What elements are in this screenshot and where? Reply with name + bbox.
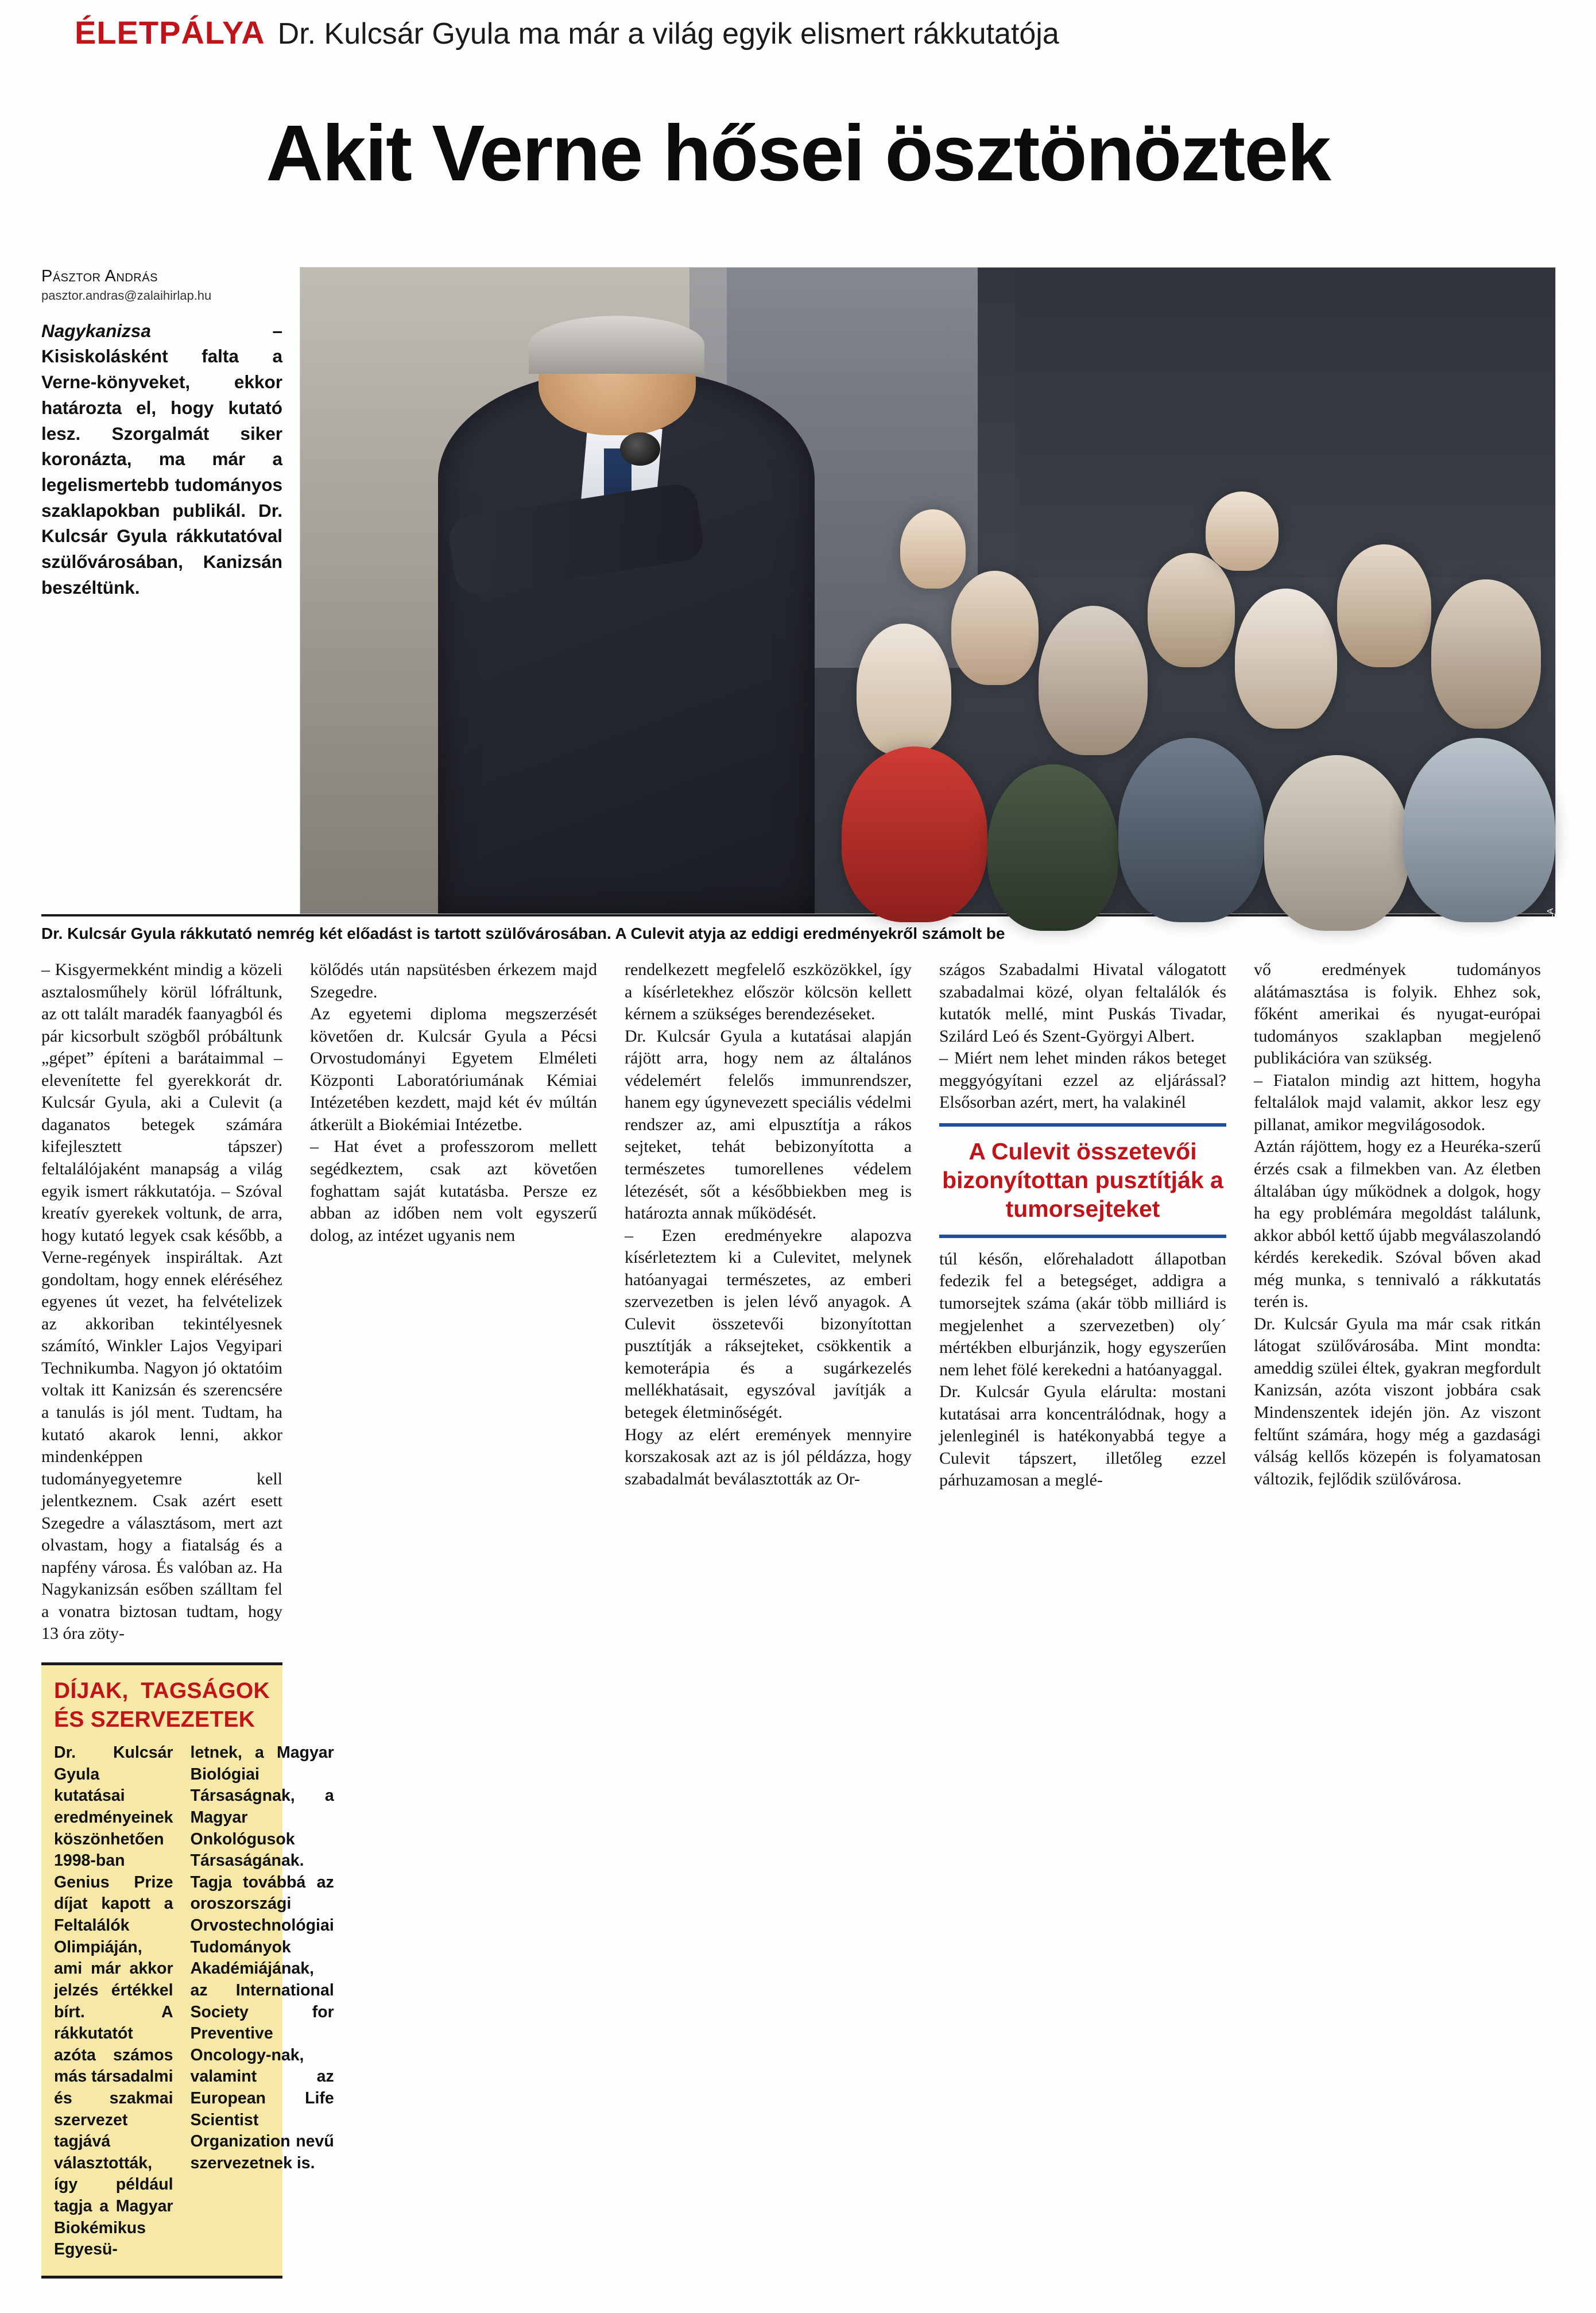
kicker-row: [0, 0, 1596, 51]
article-body: [0, 944, 1596, 2313]
pull-quote-text: A Culevit összetevői bizonyítottan pusztítják a tumorsejteket: [942, 1138, 1223, 1222]
kicker-subtitle: Dr. Kulcsár Gyula ma már a világ egyik elismert rákkutatója: [277, 17, 1059, 51]
page-title: Akit Verne hősei ösztönöztek: [266, 109, 1330, 198]
photo-microphone: [620, 432, 660, 466]
photo-credit-label: Fotó:: [1543, 993, 1556, 1025]
paragraph: szágos Szabadalmi Hivatal válogatott szabadalmai közé, olyan feltalálók és kutatók mellé, mint Puskás Tivadar, Szilárd Leó és Szent-Györgyi Albert.: [939, 960, 1226, 1046]
photo-credit-name: Szakony Attila: [1543, 907, 1556, 991]
paragraph: – Hat évet a professzorom mellett segédkeztem, csak azt követően foghattam saját kutatásba. Persze ez abban az időben nem volt egyszerű dolog, az intézet ugyanis nem: [310, 1137, 597, 1245]
paragraph: kölődés után napsütésben érkezem majd Szegedre.: [310, 960, 597, 1001]
lead-body: – Kisiskolásként falta a Verne-könyveket, ekkor határozta el, hogy kutató lesz. Szorgalmát siker koronázta, ma már a legelismertebb tudományos szaklapokban publikál. Dr. Kulcsár Gyula rákkutatóval szülővárosában, Kanizsán beszéltünk.: [41, 320, 282, 598]
paragraph: – Fiatalon mindig azt hittem, hogyha feltalálok majd valamit, akkor lesz egy pillanat, amikor megvilágosodok.: [1254, 1070, 1541, 1134]
paragraph: rendelkezett megfelelő eszközökkel, így a kísérletekhez először kölcsön kellett kérnem a szükséges berendezéseket.: [625, 960, 912, 1024]
section-kicker: ÉLETPÁLYA: [75, 14, 265, 51]
photo-caption: Dr. Kulcsár Gyula rákkutató nemrég két előadást is tartott szülővárosában. A Culevit atyja az eddigi eredményekről számolt be: [41, 924, 1005, 942]
photo-speaker-hair: [529, 316, 704, 374]
byline-author: [41, 267, 282, 286]
awards-col-2: letnek, a Magyar Biológiai Társaságnak, a Magyar Onkológusok Társaságának. Tagja továbbá az oroszországi Orvostechnológiai Tudományok Akadémiájának, az International Society for Preventive Oncology-nak, valamint az European Life Scientist Organization nevű szervezetnek is.: [190, 1743, 334, 2172]
paragraph: – Ezen eredményekre alapozva kísérleteztem ki a Culevitet, melynek hatóanyagai természetes, az emberi szervezetben is jelen lévő anyagok. A Culevit összetevői bizonyítottan pusztítják a ráksejteket, csökkentik a kemoterápia és a sugárkezelés mellékhatásait, egyszóval javítják a betegek életminőségét.: [625, 1225, 912, 1422]
paragraph: Dr. Kulcsár Gyula ma már csak ritkán látogat szülővárosába. Mint mondta: ameddig szülei éltek, gyakran megfordult Kanizsán, azóta viszont jobbára csak Mindenszentek idején jön. Az viszont feltűnt számára, hogy még a gazdasági válság kellős közepén is folyamatosan változik, fejlődik szülővárosa.: [1254, 1314, 1541, 1488]
column-1: [41, 959, 334, 2279]
awards-box: [41, 1662, 334, 2279]
paragraph: túl későn, előrehaladott állapotban fedezik fel a betegséget, addigra a tumorsejtek száma (akár több milliárd is megjelenhet a szervezetben) oly´ mértékben elburjánzik, hogy egyszerűen nem lehet fölé kerekedni a hatóanyaggal.: [939, 1249, 1226, 1379]
awards-title: DÍJAK, TAGSÁGOK ÉS SZERVEZETEK: [54, 1678, 270, 1732]
column-3: [625, 959, 912, 1490]
column-4: [939, 959, 1226, 1492]
paragraph: Aztán rájöttem, hogy ez a Heuréka-szerű érzés csak a filmekben van. Az életben általában úgy működnek a dolgok, hogy ha egy problémára megoldást találunk, akkor abból kettő újabb megválaszolandó kérdés kerekedik. Szóval bőven akad még munka, s tennivaló a rákkutatás terén is.: [1254, 1137, 1541, 1312]
paragraph: vő eredmények tudományos alátámasztása is folyik. Ehhez sok, főként amerikai és nyugat-európai tudományos szaklapban megjelenő publikációra van szükség.: [1254, 960, 1541, 1068]
lead-column: [41, 267, 282, 601]
pull-quote: [939, 1123, 1226, 1238]
awards-col-1: Dr. Kulcsár Gyula kutatásai eredményeinek köszönhetően 1998-ban Genius Prize díjat kapott a Feltalálók Olimpiáján, ami már akkor jelzés értékkel bírt. A rákkutatót azóta számos más társadalmi és szakmai szervezet tagjává választották, így például tagja a Magyar Biokémikus Egyesü-: [54, 1743, 173, 2259]
paragraph: Dr. Kulcsár Gyula a kutatásai alapján rájött arra, hogy nem az általános védelemért felelős immunrendszer, hanem egy úgynevezett speciális védelmi rendszer az, ami elpusztítja a rákos sejteket, tehát bebizonyította a természetes tumorellenes védelem létezését, sőt a későbbiekben meg is határozta annak működését.: [625, 1026, 912, 1223]
paragraph: Dr. Kulcsár Gyula elárulta: mostani kutatásai arra koncentrálódnak, hogy a jelenleginél is hatékonyabbá tegye a Culevit tápszert, illetőleg ezzel párhuzamosan a meglé-: [939, 1382, 1226, 1490]
column-5: [1254, 959, 1541, 1490]
paragraph: – Kisgyermekként mindig a közeli asztalosműhely körül lófráltunk, az ott talált maradék faanyagból és pár kicsorbult szögből próbáltunk „gépet” építeni a barátaimmal – elevenítette fel gyerekkorát dr. Kulcsár Gyula, aki a Culevit (a daganatos betegek számára kifejlesztett tápszer) feltalálójaként manapság a világ egyik ismert rákkutatója. – Szóval kreatív gyerekek voltunk, de arra, hogy kutató legyek csak később, a Verne-regények inspiráltak. Azt gondoltam, hogy ennek eléréséhez egyenes út vezet, ha felvételizek az akkoriban tekintélyesnek számító, Winkler Lajos Vegyipari Technikumba. Nagyon jó oktatóim voltak itt Kanizsán és szerencsére a tanulás is jól ment. Tudtam, ha kutató akarok lenni, akkor mindenképpen tudományegyetemre kell jelentkeznem. Csak azért esett Szegedre a választásom, mert azt olvastam, hogy a fiatalság és a napfény városa. És valóban az. Ha Nagykanizsán esőben szálltam fel a vonatra biztosan tudtam, hogy 13 óra zöty-: [41, 960, 282, 1643]
paragraph: – Miért nem lehet minden rákos beteget meggyógyítani ezzel az eljárással? Elsősorban azért, mert, ha valakinél: [939, 1049, 1226, 1112]
photo-audience: [827, 474, 1555, 914]
photo-credit: [1543, 908, 1556, 1025]
column-2: [310, 959, 597, 1247]
lead-paragraph: [41, 318, 282, 601]
byline-email: pasztor.andras@zalaihirlap.hu: [41, 288, 212, 303]
paragraph: Az egyetemi diploma megszerzését követően dr. Kulcsár Gyula a Pécsi Orvostudományi Egyetem Elméleti Központi Laboratóriumának Kémiai Intézetében kezdett, majd két év múltán átkerült a Biokémiai Intézetbe.: [310, 1004, 597, 1134]
lead-place: Nagykanizsa: [41, 320, 151, 341]
byline-author-name: Pásztor András: [41, 266, 158, 285]
paragraph: Hogy az elért eremények mennyire korszakosak azt az is jól példázza, hogy szabadalmát beválasztották az Or-: [625, 1425, 912, 1488]
awards-columns: [41, 1742, 334, 2261]
